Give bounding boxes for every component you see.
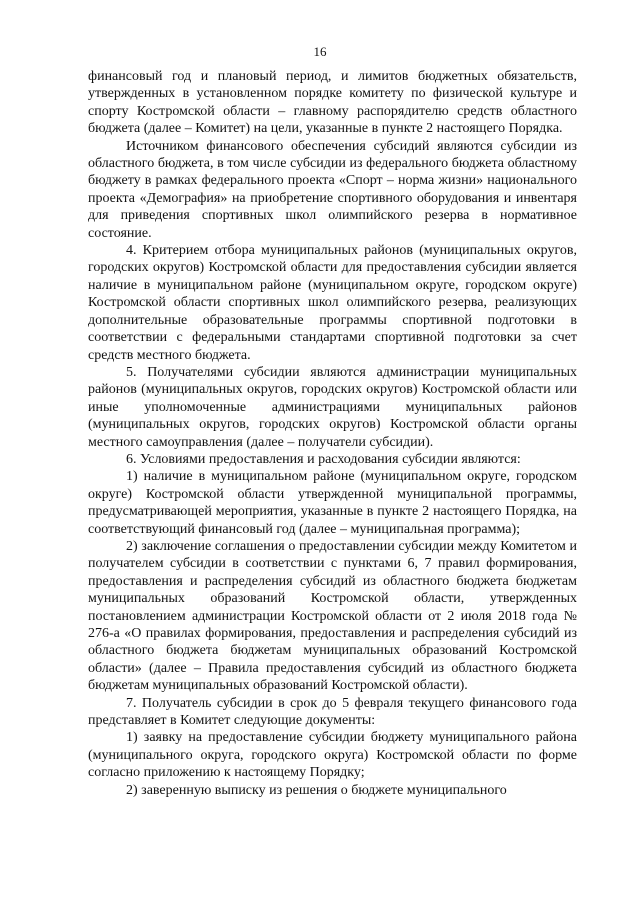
document-body — [88, 68, 577, 799]
page-number: 16 — [313, 44, 327, 59]
paragraph-item-7-subitem-2: 2) заверенную выписку из решения о бюджете муниципального — [126, 782, 507, 798]
paragraph-item-6-subitem-1: 1) наличие в муниципальном районе (муниципальном округе, городском округе) Костромской области утвержденной муниципальной программы, предусматривающей мероприятия, указанные в пункте 2 настоящего Порядка, на соответствующий финансовый год (далее – муниципальная программа); — [88, 469, 577, 537]
paragraph-item-4-selection-criterion: 4. Критерием отбора муниципальных районов (муниципальных округов, городских округов) Костромской области для предоставления субсидии является наличие в муниципальном районе (муниципальном округе, городском округе) Костромской области спортивных школ олимпийского резерва, реализующих дополнительные образовательные программы спортивной подготовки в соответствии с федеральными стандартами спортивной подготовки за счет средств местного бюджета. — [88, 243, 577, 363]
paragraph-item-6-subitem-2: 2) заключение соглашения о предоставлении субсидии между Комитетом и получателем субсидии в соответствии с пунктами 6, 7 правил формирования, предоставления и распределения субсидий из областного бюджета бюджетам муниципальных образований Костромской области, утвержденных постановлением администрации Костромской области от 2 июля 2018 года № 276-а «О правилах формирования, предоставления и распределения субсидий из областного бюджета бюджетам муниципальных образований Костромской области» (далее – Правила предоставления субсидий из областного бюджета бюджетам муниципальных образований Костромской области). — [88, 538, 577, 694]
paragraph-funding-source: Источником финансового обеспечения субсидий являются субсидии из областного бюджета, в том числе субсидии из федерального бюджета областному бюджету в рамках федерального проекта «Спорт – норма жизни» национального проекта «Демография» на приобретение спортивного оборудования и инвентаря для приведения спортивных школ олимпийского резерва в нормативное состояние. — [88, 138, 577, 241]
paragraph-item-7-documents: 7. Получатель субсидии в срок до 5 февраля текущего финансового года представляет в Комитет следующие документы: — [88, 695, 577, 729]
paragraph-item-7-subitem-1: 1) заявку на предоставление субсидии бюджету муниципального района (муниципального округа, городского округа) Костромской области по форме согласно приложению к настоящему Порядку; — [88, 730, 577, 781]
paragraph-item-5-recipients: 5. Получателями субсидии являются администрации муниципальных районов (муниципальных округов, городских округов) Костромской области или иные уполномоченные администрациями муниципальных районов (муниципальных округов, городских округов) Костромской области органы местного самоуправления (далее – получатели субсидии). — [88, 364, 577, 450]
paragraph-item-6-conditions: 6. Условиями предоставления и расходования субсидии являются: — [126, 451, 521, 467]
paragraph-continued-limits: финансовый год и плановый период, и лимитов бюджетных обязательств, утвержденных в установленном порядке комитету по физической культуре и спорту Костромской области – главному распорядителю средств областного бюджета (далее – Комитет) на цели, указанные в пункте 2 настоящего Порядка. — [88, 69, 577, 137]
